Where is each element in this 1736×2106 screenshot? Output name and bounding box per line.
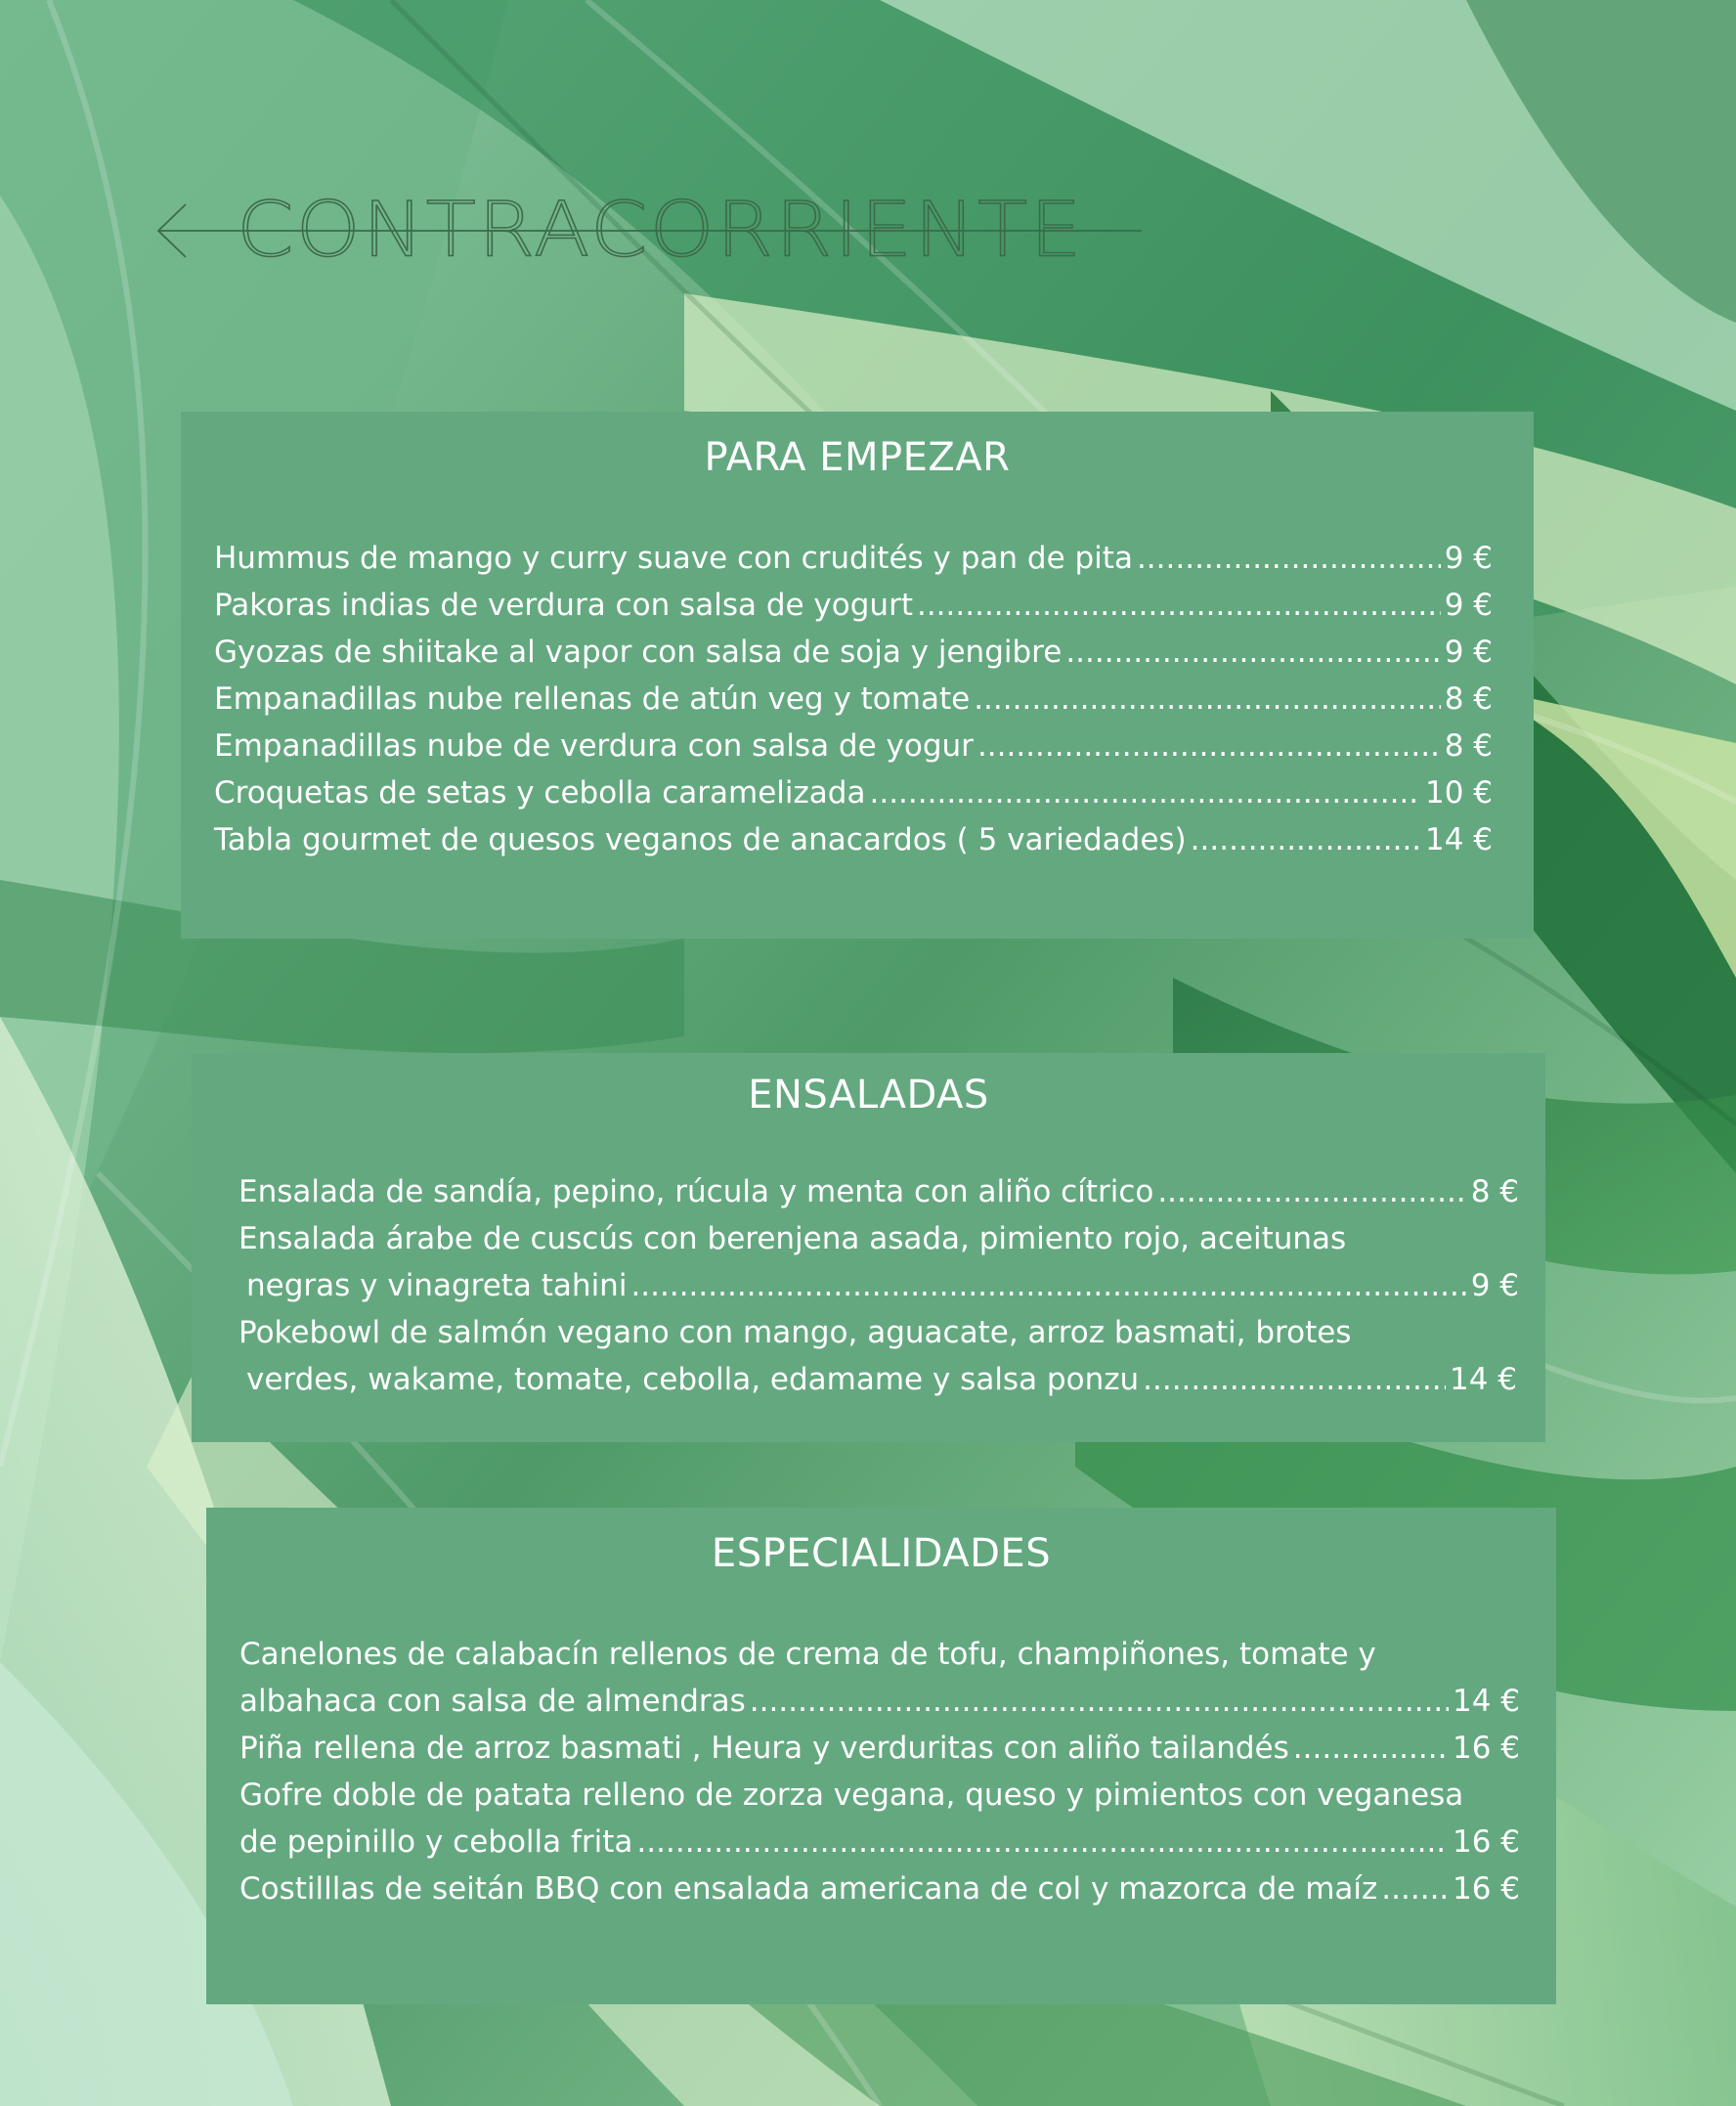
dot-leader [630,1262,1466,1309]
menu-item-price: 10 € [1424,775,1493,811]
menu-item-price: 9 € [1444,541,1493,576]
brand-name: CONTRACORRIENTE [237,185,1084,275]
menu-item-name: Gofre doble de patata relleno de zorza vegana, queso y pimientos con veganesa [239,1777,1464,1813]
menu-item-list [239,1168,1519,1403]
section-title: ESPECIALIDADES [711,1531,1052,1576]
menu-item-name-line [239,1309,1519,1356]
menu-section-para-empezar [181,412,1534,939]
menu-item [214,676,1493,723]
menu-item [239,1356,1517,1403]
menu-item-price: 8 € [1444,681,1493,717]
dot-leader [974,676,1440,723]
menu-item-price: 8 € [1470,1174,1519,1209]
menu-item [214,629,1493,676]
menu-item-name: Pokebowl de salmón vegano con mango, aguacate, arroz basmati, brotes [239,1315,1352,1350]
dot-leader [1143,1356,1446,1403]
dot-leader [1157,1168,1466,1215]
dot-leader [977,723,1441,769]
dot-leader [1191,816,1421,863]
dot-leader [917,582,1441,629]
menu-item-name: Costilllas de seitán BBQ con ensalada americana de col y mazorca de maíz [239,1871,1378,1907]
section-title: ENSALADAS [748,1073,989,1118]
menu-item [239,1819,1520,1865]
menu-item-price: 16 € [1452,1731,1520,1766]
menu-item-name: Empanadillas nube de verdura con salsa de yogur [214,728,974,764]
menu-item-price: 14 € [1452,1684,1520,1719]
menu-item-price: 16 € [1452,1871,1520,1907]
dot-leader [869,769,1420,816]
menu-item-name-continued: negras y vinagreta tahini [246,1268,628,1303]
menu-item [214,535,1493,582]
menu-item-name: Empanadillas nube rellenas de atún veg y tomate [214,681,971,717]
menu-item-name-line [239,1772,1520,1819]
menu-item-price: 9 € [1444,588,1493,623]
menu-item-price: 14 € [1424,822,1493,857]
menu-item-list [214,535,1493,863]
menu-item-name-continued: albahaca con salsa de almendras [239,1684,746,1719]
dot-leader [636,1819,1449,1865]
menu-item-name-line [239,1215,1519,1262]
menu-item-name: Hummus de mango y curry suave con crudités y pan de pita [214,541,1133,576]
brand-logo [156,181,1153,279]
menu-item-list [239,1631,1520,1912]
menu-item-name: Piña rellena de arroz basmati , Heura y verduritas con aliño tailandés [239,1731,1289,1766]
dot-leader [1293,1725,1449,1772]
menu-section-ensaladas [192,1053,1545,1442]
menu-item [239,1168,1519,1215]
menu-item-price: 16 € [1452,1824,1520,1860]
menu-item-name-line [239,1631,1520,1678]
menu-item [214,769,1493,816]
section-title: PARA EMPEZAR [704,435,1011,480]
menu-item-name-continued: de pepinillo y cebolla frita [239,1824,633,1860]
arrow-left-icon [156,181,1153,279]
menu-item [239,1678,1520,1725]
dot-leader [1065,629,1440,676]
menu-item [239,1865,1520,1912]
menu-item-name: Ensalada árabe de cuscús con berenjena asada, pimiento rojo, aceitunas [239,1221,1347,1256]
menu-item-price: 8 € [1444,728,1493,764]
menu-item [239,1262,1519,1309]
menu-item [214,723,1493,769]
menu-item-price: 14 € [1449,1362,1517,1397]
menu-item [239,1725,1520,1772]
menu-item [214,582,1493,629]
menu-item-name: Canelones de calabacín rellenos de crema de tofu, champiñones, tomate y [239,1637,1376,1672]
menu-item-name: Tabla gourmet de quesos veganos de anacardos ( 5 variedades) [214,822,1187,857]
dot-leader [1137,535,1441,582]
menu-item-name: Gyozas de shiitake al vapor con salsa de soja y jengibre [214,635,1063,670]
dot-leader [750,1678,1449,1725]
menu-section-especialidades [206,1508,1556,2004]
menu-item [214,816,1493,863]
menu-item-name: Ensalada de sandía, pepino, rúcula y menta con aliño cítrico [239,1174,1154,1209]
menu-item-price: 9 € [1444,635,1493,670]
menu-item-name: Pakoras indias de verdura con salsa de yogurt [214,588,913,623]
menu-item-name: Croquetas de setas y cebolla caramelizada [214,775,866,811]
menu-item-name-continued: verdes, wakame, tomate, cebolla, edamame y salsa ponzu [246,1362,1140,1397]
dot-leader [1381,1865,1449,1912]
menu-item-price: 9 € [1470,1268,1519,1303]
